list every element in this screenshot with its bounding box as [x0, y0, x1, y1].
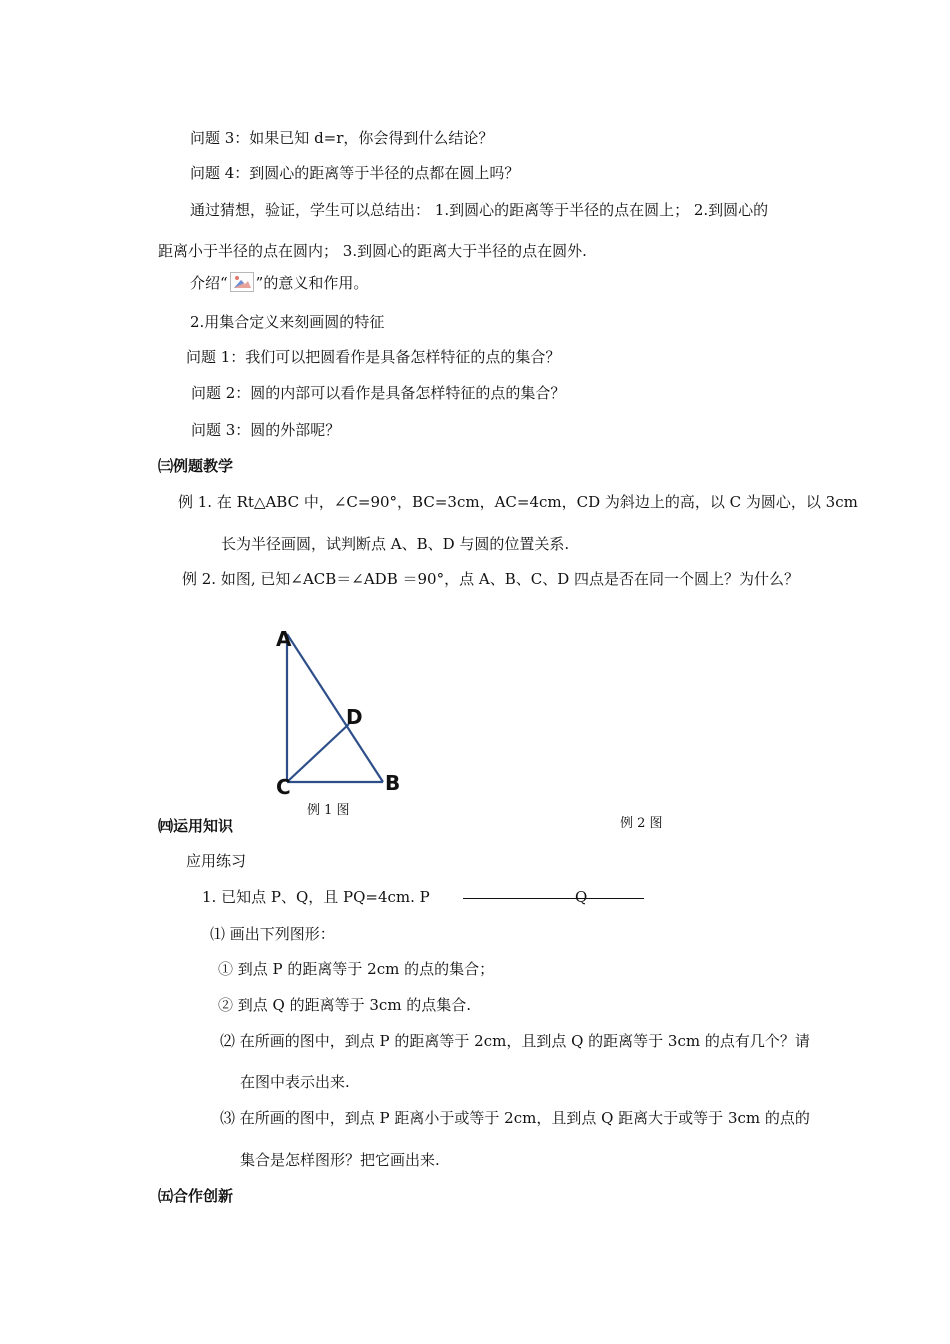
label-c: C	[276, 775, 291, 799]
set-question-2: 问题 2：圆的内部可以看作是具备怎样特征的点的集合？	[191, 384, 566, 402]
set-question-3: 问题 3：圆的外部呢？	[191, 421, 341, 439]
figure-caption-1: 例 1 图	[307, 803, 350, 818]
practice-title: 应用练习	[186, 852, 247, 870]
practice-1-part-1b: ② 到点 Q 的距离等于 3cm 的点集合.	[218, 996, 472, 1014]
broken-image-icon	[230, 272, 254, 292]
summary-line-2: 距离小于半径的点在圆内； 3.到圆心的距离大于半径的点在圆外.	[158, 242, 587, 260]
point-q-label: Q	[575, 888, 588, 906]
intro-line	[190, 272, 368, 293]
heading-examples: ㈢例题教学	[158, 457, 234, 475]
example-figure	[265, 620, 415, 805]
segment-ab	[287, 634, 383, 782]
intro-post: ”的意义和作用。	[255, 274, 369, 292]
set-question-1: 问题 1：我们可以把圆看作是具备怎样特征的点的集合？	[186, 348, 561, 366]
figure-caption-2: 例 2 图	[620, 816, 663, 831]
practice-1-part-1a: ① 到点 P 的距离等于 2cm 的点的集合；	[218, 960, 495, 978]
intro-pre: 介绍“	[190, 274, 228, 292]
example-1-line-1: 例 1. 在 Rt△ABC 中，∠C=90°，BC=3cm，AC=4cm，CD 为斜边上的高，以 C 为圆心，以 3cm	[178, 493, 858, 511]
practice-1-part-3-line-2: 集合是怎样图形？把它画出来.	[240, 1151, 440, 1169]
triangle-lines	[287, 634, 383, 782]
heading-apply-knowledge: ㈣运用知识	[158, 817, 234, 835]
segment-pq-line	[463, 898, 644, 899]
label-d: D	[346, 705, 363, 729]
heading-cooperative-innovation: ㈤合作创新	[158, 1187, 234, 1205]
practice-1-part-2-line-1: ⑵ 在所画的图中，到点 P 的距离等于 2cm，且到点 Q 的距离等于 3cm 的点有几个？请	[220, 1032, 810, 1050]
practice-1-part-1: ⑴ 画出下列图形：	[210, 925, 335, 943]
example-1-line-2: 长为半径画圆，试判断点 A、B、D 与圆的位置关系.	[221, 535, 570, 553]
label-b: B	[385, 771, 401, 795]
practice-1-label: 1. 已知点 P、Q，且 PQ=4cm. P	[202, 888, 430, 906]
example-2: 例 2. 如图, 已知∠ACB＝∠ADB ＝90°，点 A、B、C、D 四点是否在同一个圆上？为什么？	[182, 570, 799, 588]
summary-line-1: 通过猜想，验证，学生可以总结出： 1.到圆心的距离等于半径的点在圆上； 2.到圆心的	[190, 201, 769, 219]
set-definition-line: 2.用集合定义来刻画圆的特征	[190, 313, 385, 331]
practice-1-part-2-line-2: 在图中表示出来.	[240, 1073, 350, 1091]
question-3: 问题 3：如果已知 d=r，你会得到什么结论？	[190, 129, 494, 147]
segment-cd	[287, 724, 349, 782]
label-a: A	[276, 627, 292, 651]
question-4: 问题 4：到圆心的距离等于半径的点都在圆上吗？	[190, 164, 520, 182]
practice-1-part-3-line-1: ⑶ 在所画的图中，到点 P 距离小于或等于 2cm，且到点 Q 距离大于或等于 3cm 的点的	[220, 1109, 810, 1127]
